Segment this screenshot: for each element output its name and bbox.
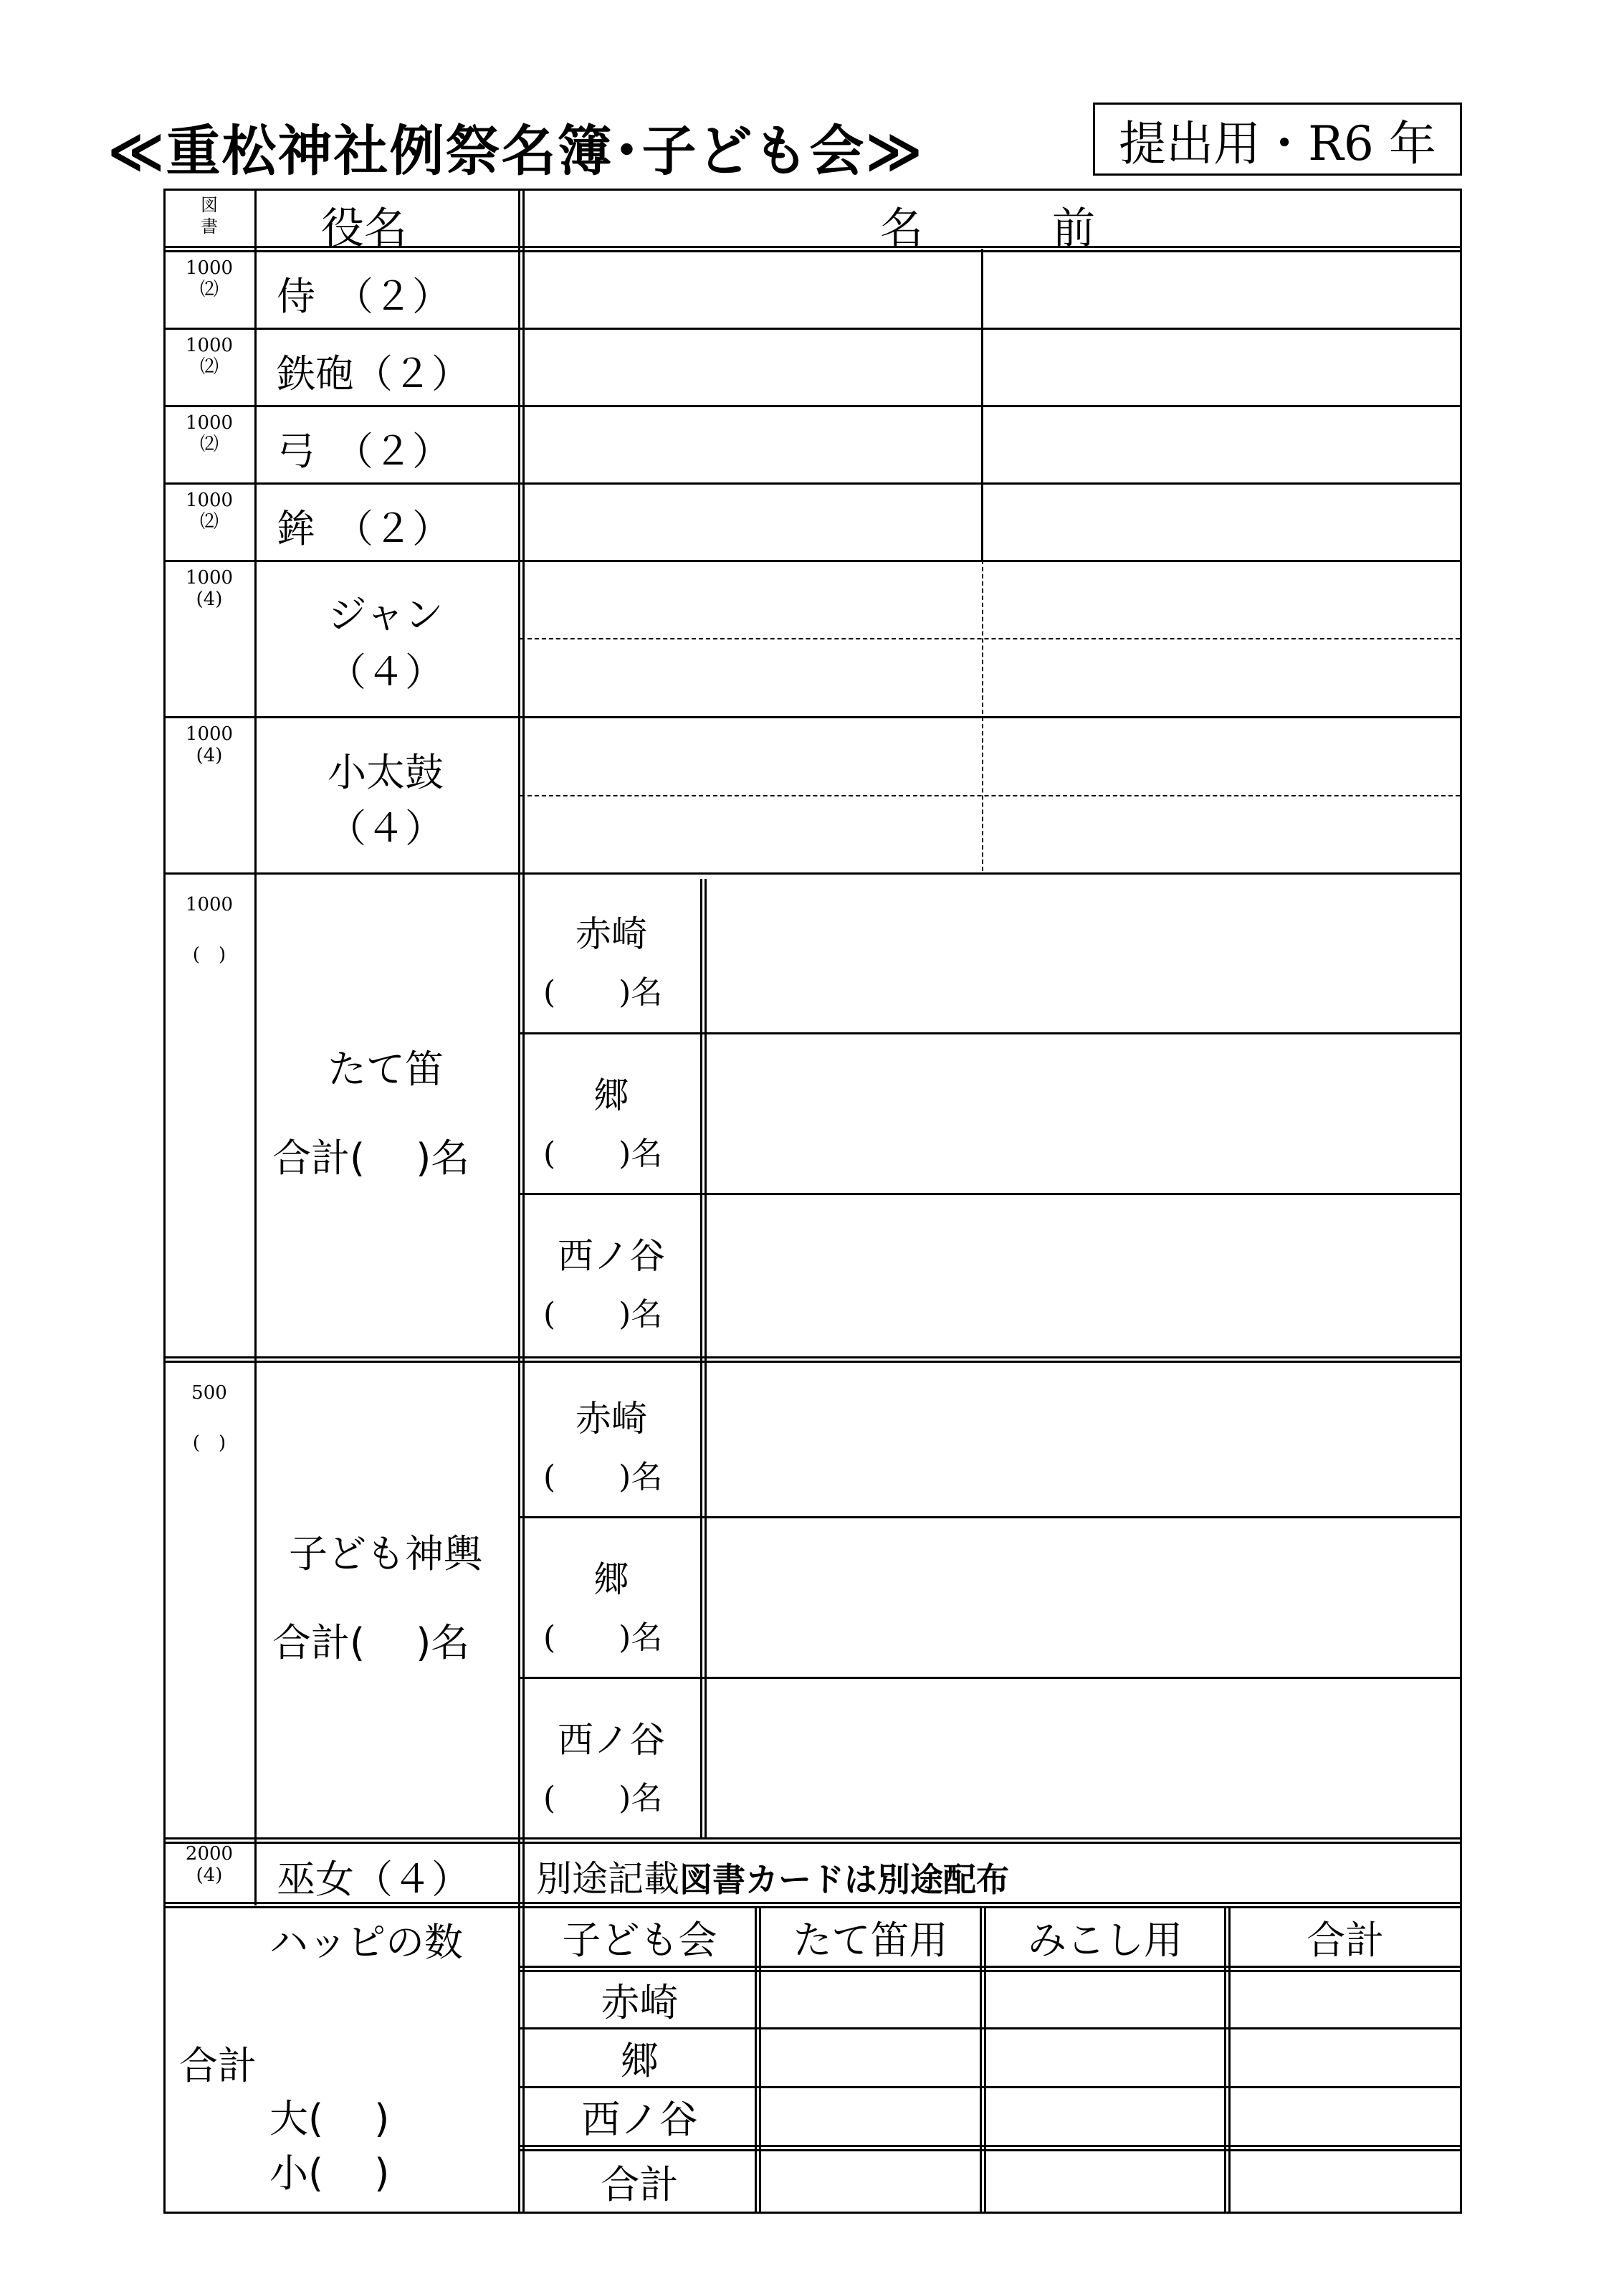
role-miko: 巫女（４）	[277, 1857, 470, 1902]
row-code: 1000 (4)	[185, 723, 234, 766]
role-kodomo-mikoshi: 子ども神輿	[289, 1531, 482, 1576]
happi-col-header: 子ども会	[562, 1917, 717, 1963]
header-code-label: 図 書	[201, 195, 218, 237]
header-role-label: 役名	[321, 204, 407, 254]
row-code: 1000 ( )	[185, 894, 234, 966]
happi-total-label: 合計	[179, 2043, 257, 2088]
role-yumi: 弓 （２）	[277, 429, 451, 474]
row-code: 1000 ⑵	[185, 335, 234, 378]
row-code: 500 ( )	[191, 1382, 227, 1454]
district-name: 赤崎	[575, 913, 647, 955]
header-name-label: 名 前	[880, 204, 1095, 254]
document-title: ≪重松神社例祭名簿･子ども会≫	[108, 119, 925, 183]
happi-row-label: 赤崎	[601, 1980, 679, 2025]
card-distribution-note: 図書カードは別途配布	[679, 1860, 1009, 1899]
happi-row-label: 郷	[620, 2038, 659, 2083]
happi-large: 大( )	[269, 2096, 390, 2141]
happi-col-header: たて笛用	[793, 1917, 948, 1963]
role-kodaiko-count: （４）	[328, 806, 444, 851]
tatebue-total: 合計( )名	[272, 1136, 470, 1181]
district-count: ( )名	[543, 1136, 663, 1172]
district-name: 西ノ谷	[558, 1719, 665, 1761]
district-name: 郷	[593, 1558, 629, 1600]
role-kodaiko: 小太鼓	[328, 750, 444, 795]
role-hoko: 鉾 （２）	[277, 506, 451, 551]
role-tatebue: たて笛	[328, 1047, 444, 1092]
happi-col-header: みこし用	[1028, 1917, 1183, 1963]
district-count: ( )名	[543, 1459, 663, 1495]
district-name: 郷	[593, 1075, 629, 1116]
role-teppo: 鉄砲（２）	[277, 351, 470, 396]
miko-note: 別途記載図書カードは別途配布	[536, 1858, 1009, 1900]
happi-row-label: 合計	[601, 2161, 679, 2207]
row-code: 1000 ⑵	[185, 490, 234, 533]
row-code: 1000 ⑵	[185, 412, 234, 455]
happi-row-label: 西ノ谷	[581, 2097, 698, 2142]
district-name: 赤崎	[575, 1398, 647, 1439]
mikoshi-total: 合計( )名	[272, 1620, 470, 1665]
row-code: 1000 ⑵	[185, 257, 234, 300]
district-count: ( )名	[543, 974, 663, 1011]
district-name: 西ノ谷	[558, 1235, 665, 1277]
district-count: ( )名	[543, 1296, 663, 1333]
role-jan-count: （４）	[328, 649, 444, 695]
role-samurai: 侍 （２）	[277, 274, 451, 319]
district-count: ( )名	[543, 1780, 663, 1817]
row-code: 2000 (4)	[185, 1843, 234, 1886]
happi-col-header: 合計	[1307, 1917, 1384, 1963]
district-count: ( )名	[543, 1619, 663, 1656]
row-code: 1000 (4)	[185, 567, 234, 610]
role-jan: ジャン	[328, 592, 444, 637]
happi-small: 小( )	[269, 2151, 390, 2196]
roster-table	[163, 189, 1462, 2214]
submission-badge: 提出用・R6 年	[1093, 103, 1462, 176]
happi-label: ハッピの数	[269, 1920, 463, 1965]
